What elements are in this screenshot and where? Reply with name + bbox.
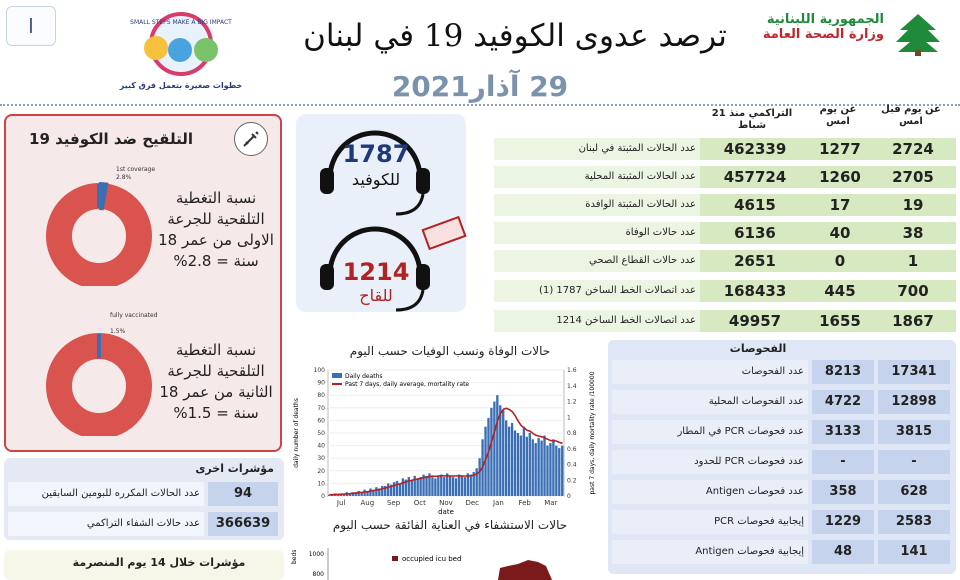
dose1-donut: [44, 176, 154, 286]
death-bar: [478, 458, 480, 496]
death-bar: [449, 476, 451, 496]
y-tick-label: 80: [317, 392, 325, 400]
stat-label: عدد اتصالات الخط الساخن 1214: [494, 310, 700, 332]
death-bar: [425, 476, 427, 496]
covid-hotline-number: 1787: [342, 140, 410, 168]
y-tick-label: 90: [317, 379, 325, 387]
other-value: 366639: [208, 512, 278, 536]
x-tick-label: Nov: [439, 499, 453, 507]
stat-cumulative: 168433: [723, 282, 787, 300]
tests-title: الفحوصات: [729, 342, 787, 355]
dose1-pct-label: 2.8%: [116, 174, 132, 181]
death-bar: [443, 477, 445, 496]
test-label: عدد الفحوصات المحلية: [612, 390, 808, 414]
y2-tick-label: 1.2: [567, 398, 577, 406]
y2-tick-label: 0.8: [567, 430, 577, 437]
death-bar: [396, 481, 398, 496]
vaccination-title: التلقيح ضد الكوفيد 19: [29, 130, 193, 148]
death-bar: [402, 478, 404, 496]
death-bar: [461, 476, 463, 496]
page-button[interactable]: I: [6, 6, 56, 46]
stat-label: عدد الحالات المثبتة الوافدة: [494, 194, 700, 216]
stat-cumulative: 49957: [728, 312, 782, 330]
x-tick-label: Dec: [465, 499, 479, 507]
ministry-line1: الجمهورية اللبنانية: [766, 12, 884, 27]
death-bar: [452, 477, 454, 496]
death-bar: [393, 482, 395, 496]
stat-yesterday: 445: [824, 282, 856, 300]
death-bar: [523, 427, 525, 496]
death-bar: [529, 433, 531, 496]
stats-row: [494, 194, 956, 216]
death-bar: [381, 486, 383, 496]
death-bar: [431, 477, 433, 496]
y-tick-label: 40: [317, 442, 325, 450]
y2-tick-label: 1.4: [567, 382, 577, 390]
dose2-donut: [44, 326, 154, 436]
dose2-text: نسبة التغطية التلقحية للجرعة الثانية من عمر 18 سنة = 1.5%: [159, 341, 273, 422]
death-bar: [505, 420, 507, 496]
x-tick-label: Jul: [336, 499, 346, 507]
other-indicators-title: مؤشرات اخرى: [195, 462, 274, 475]
death-bar: [411, 481, 413, 496]
x-tick-label: Sep: [386, 499, 401, 507]
death-bar: [369, 488, 371, 496]
y-tick-label: 0: [321, 493, 325, 500]
headset-icon: [310, 118, 440, 218]
stat-label: عدد الحالات المثبتة المحلية: [494, 166, 700, 188]
col-day-before: عن يوم قبل امس: [881, 104, 941, 127]
stat-cumulative: 462339: [723, 140, 787, 158]
stat-label: عدد حالات الوفاة: [494, 222, 700, 244]
death-bar: [499, 405, 501, 496]
test-label: عدد فحوصات PCR للحدود: [612, 450, 808, 474]
dose1-text: نسبة التغطية التلقحية للجرعة الاولى من عمر 18 سنة = 2.8%: [158, 189, 274, 270]
y2-axis-label: past 7 days, daily mortality rate /100000: [589, 371, 596, 495]
x-tick-label: Feb: [518, 499, 531, 507]
vaccination-panel: [4, 114, 282, 452]
test-day-before: -: [878, 450, 950, 474]
covid-hotline-label: للكوفيد: [351, 170, 401, 189]
tests-row: [612, 360, 952, 384]
other-indicators-panel: [4, 458, 284, 540]
death-bar: [455, 478, 457, 496]
stat-yesterday: 1655: [819, 312, 861, 330]
other-row: [8, 512, 280, 536]
stats-row: [494, 138, 956, 160]
x-tick-label: Aug: [360, 499, 375, 507]
legend-swatch-deaths: [332, 373, 342, 378]
death-bar: [408, 477, 410, 496]
y-tick-label: 50: [317, 430, 325, 437]
tests-row: [612, 450, 952, 474]
y-tick-label: 10: [317, 480, 325, 488]
test-label: عدد الفحوصات: [612, 360, 808, 384]
tests-row: [612, 510, 952, 534]
icu-y-tick: 800: [312, 571, 324, 578]
death-bar: [387, 483, 389, 496]
death-bar: [508, 427, 510, 496]
stat-yesterday: 0: [834, 252, 846, 270]
death-bar: [493, 402, 495, 497]
hotlines-panel: [296, 114, 466, 312]
death-bar: [520, 436, 522, 496]
icu-legend: occupied icu bed: [402, 555, 462, 563]
tests-panel: [608, 340, 956, 574]
stat-yesterday: 40: [829, 224, 851, 242]
deaths-chart-title: حالات الوفاة ونسب الوفيات حسب اليوم: [349, 344, 551, 358]
death-bar: [540, 441, 542, 496]
test-yesterday: 1229: [812, 510, 874, 534]
bottom-indicators-title: مؤشرات خلال 14 يوم المنصرمة: [72, 556, 246, 569]
stats-row: [494, 280, 956, 302]
test-day-before: 3815: [878, 420, 950, 444]
stat-day-before: 2724: [892, 140, 934, 158]
syringe-icon: [234, 122, 268, 156]
death-bar: [470, 475, 472, 496]
death-bar: [502, 410, 504, 496]
stat-day-before: 700: [897, 282, 929, 300]
death-bar: [464, 477, 466, 496]
x-tick-label: Oct: [413, 499, 426, 507]
campaign-bottom-text: خطوات صغيرة بتعمل فرق كبير: [119, 81, 243, 90]
other-label: عدد حالات الشفاء التراكمي: [8, 512, 204, 536]
test-day-before: 628: [878, 480, 950, 504]
death-bar: [517, 433, 519, 496]
test-label: عدد فحوصات PCR في المطار: [612, 420, 808, 444]
stat-day-before: 19: [902, 196, 924, 214]
col-yesterday: عن يوم امس: [819, 104, 857, 127]
bottom-indicators-panel: [4, 550, 284, 580]
stats-row: [494, 310, 956, 332]
test-label: عدد فحوصات Antigen: [612, 480, 808, 504]
test-yesterday: -: [812, 450, 874, 474]
death-bar: [558, 448, 560, 496]
icu-area: [498, 560, 552, 580]
death-bar: [419, 477, 421, 496]
dose2-pct-label: 1.5%: [110, 328, 126, 335]
test-day-before: 141: [878, 540, 950, 564]
death-bar: [561, 446, 563, 496]
other-label: عدد الحالات المكرره للبومين السابقين: [8, 482, 204, 506]
death-bar: [490, 408, 492, 496]
death-bar: [440, 475, 442, 496]
test-yesterday: 4722: [812, 390, 874, 414]
test-day-before: 17341: [878, 360, 950, 384]
death-bar: [487, 418, 489, 496]
y-tick-label: 60: [317, 417, 325, 425]
x-axis-label: date: [438, 508, 454, 516]
tests-row: [612, 540, 952, 564]
death-bar: [496, 395, 498, 496]
stat-yesterday: 1277: [819, 140, 861, 158]
death-bar: [399, 483, 401, 496]
col-cumulative: التراكمي منذ 21 شباط: [711, 108, 793, 131]
icu-y-tick: 1000: [308, 551, 324, 558]
page-title: ترصد عدوى الكوفيد 19 في لبنان: [303, 18, 727, 54]
icu-chart-title: حالات الاستشفاء في العناية الفائقة حسب اليوم: [332, 518, 568, 532]
stats-row: [494, 166, 956, 188]
x-tick-label: Mar: [544, 499, 558, 507]
stat-cumulative: 2651: [734, 252, 776, 270]
test-day-before: 2583: [878, 510, 950, 534]
stat-label: عدد حالات القطاع الصحي: [494, 250, 700, 272]
test-label: إيجابية فحوصات Antigen: [612, 540, 808, 564]
legend-deaths: Daily deaths: [345, 373, 383, 380]
deaths-chart: [288, 360, 604, 516]
death-bar: [555, 446, 557, 496]
death-bar: [549, 443, 551, 496]
death-bar: [552, 439, 554, 496]
death-bar: [434, 478, 436, 496]
campaign-top-text: SMALL STEPS MAKE A BIG IMPACT: [130, 19, 232, 26]
test-yesterday: 48: [812, 540, 874, 564]
y-tick-label: 20: [317, 467, 325, 475]
stat-cumulative: 4615: [734, 196, 776, 214]
y2-tick-label: 0.4: [567, 461, 577, 469]
vaccine-hotline-label: للقاح: [359, 286, 393, 305]
death-bar: [546, 446, 548, 496]
y2-tick-label: 0.6: [567, 445, 577, 453]
death-bar: [514, 430, 516, 496]
y-axis-label: daily number of deaths: [293, 398, 300, 468]
dose2-label: fully vaccinated: [110, 312, 158, 319]
stat-cumulative: 6136: [734, 224, 776, 242]
tests-row: [612, 390, 952, 414]
dose1-label: 1st coverage: [116, 166, 156, 173]
x-tick-label: Jan: [493, 499, 504, 507]
icu-legend-swatch: [392, 556, 398, 561]
test-yesterday: 358: [812, 480, 874, 504]
y2-tick-label: 1.6: [567, 367, 577, 374]
death-bar: [446, 473, 448, 496]
y2-tick-label: 0.2: [567, 477, 577, 485]
other-row: [8, 482, 280, 506]
legend-rate: Past 7 days, daily average, mortality rate: [345, 381, 470, 388]
stat-cumulative: 457724: [723, 168, 787, 186]
death-bar: [526, 437, 528, 496]
tests-row: [612, 480, 952, 504]
stats-row: [494, 250, 956, 272]
stat-day-before: 1: [907, 252, 919, 270]
icu-chart: [288, 548, 604, 580]
other-value: 94: [208, 482, 278, 506]
test-yesterday: 8213: [812, 360, 874, 384]
tests-row: [612, 420, 952, 444]
test-yesterday: 3133: [812, 420, 874, 444]
ministry-line2: وزارة الصحة العامة: [762, 27, 884, 42]
y-tick-label: 100: [313, 367, 325, 374]
campaign-logo: [116, 8, 246, 94]
y2-tick-label: 0: [567, 493, 571, 500]
y-tick-label: 70: [317, 404, 325, 412]
death-bar: [511, 423, 513, 496]
stats-row: [494, 222, 956, 244]
stat-day-before: 38: [902, 224, 924, 242]
stat-yesterday: 1260: [819, 168, 861, 186]
death-bar: [375, 487, 377, 496]
stat-day-before: 2705: [892, 168, 934, 186]
vaccine-hotline-number: 1214: [342, 258, 410, 286]
cedar-logo: [890, 12, 946, 52]
stat-yesterday: 17: [829, 196, 851, 214]
report-date: 29 آذار2021: [391, 70, 569, 103]
death-bar: [543, 436, 545, 496]
test-label: إيجابية فحوصات PCR: [612, 510, 808, 534]
stat-label: عدد الحالات المثبتة في لبنان: [494, 138, 700, 160]
y2-tick-label: 1: [567, 414, 571, 422]
death-bar: [532, 439, 534, 496]
death-bar: [417, 478, 419, 496]
death-bar: [458, 475, 460, 496]
y-tick-label: 30: [317, 455, 325, 463]
stat-day-before: 1867: [892, 312, 934, 330]
icu-y-label: beds: [291, 549, 298, 564]
test-day-before: 12898: [878, 390, 950, 414]
death-bar: [537, 438, 539, 496]
stat-label: عدد اتصالات الخط الساخن 1787 (1): [494, 280, 700, 302]
death-bar: [535, 443, 537, 496]
death-bar: [437, 476, 439, 496]
ministry-name: [700, 12, 884, 52]
